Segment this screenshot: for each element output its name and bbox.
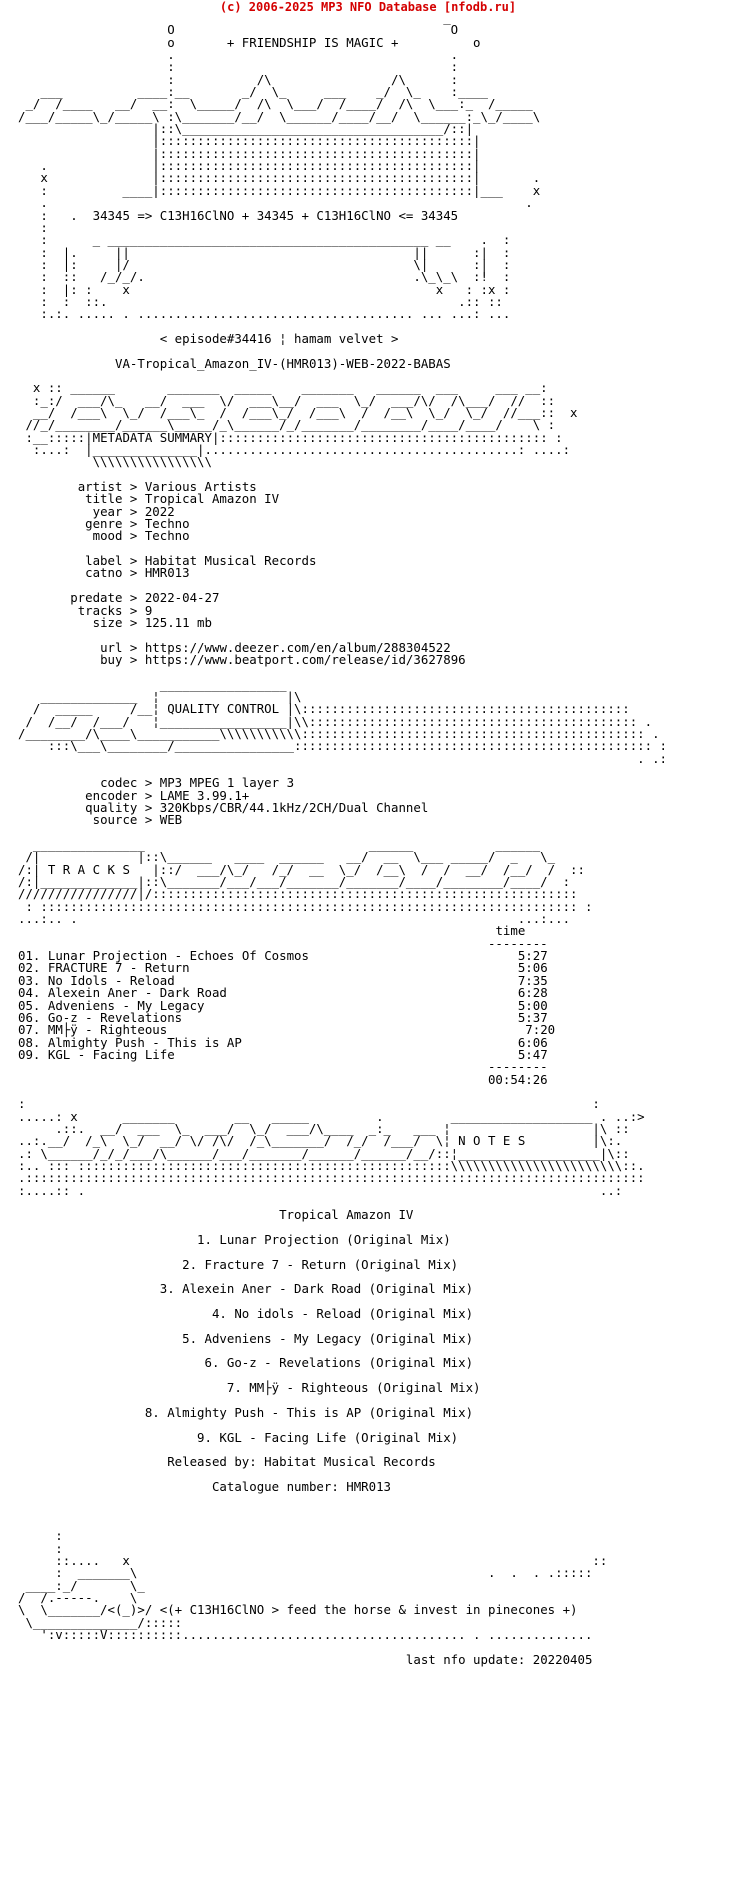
source-label: source > bbox=[92, 812, 153, 828]
notes-line-3: 2. Fracture 7 - Return (Original Mix) bbox=[182, 1256, 459, 1272]
track-time: 5:37 bbox=[517, 1009, 548, 1025]
notes-line-9: 8. Almighty Push - This is AP (Original Mix) bbox=[144, 1404, 474, 1420]
track-time: 5:06 bbox=[517, 960, 548, 976]
track-name: Almighty Push - This is AP bbox=[47, 1034, 242, 1050]
notes-line-2: 1. Lunar Projection (Original Mix) bbox=[197, 1232, 451, 1248]
ascii-art-tracks: _______________ ______ ______ /| |::\______ ____ ______ __/ __ \___ _____/ _ \_ /:| bbox=[18, 837, 556, 877]
title-label: title > bbox=[85, 491, 138, 507]
tracks-value: 9 bbox=[144, 602, 153, 618]
genre-value: Techno bbox=[144, 516, 190, 532]
quality-value: 320Kbps/CBR/44.1kHz/2CH/Dual Channel bbox=[159, 800, 429, 815]
nfodb-header: (c) 2006-2025 MP3 NFO Database [nfodb.ru] bbox=[219, 0, 517, 14]
notes-line-8: 7. MM├ÿ - Righteous (Original Mix) bbox=[226, 1380, 481, 1396]
track-time: 7:20 bbox=[525, 1022, 556, 1038]
track-row-7: 07. MM├ÿ - Righteous 7:20 bbox=[18, 1022, 556, 1038]
ascii-art-top-b: o . . : : : /\ /\ : ___ ____:__ _/ \_ ___ _/ \_ :____ _/ /____ __/ __: \_____/ /\ \___/ /____/ /\ \___:_ /_____ /___/_____\_/_____\ :\_______/__/ \______/____/__/ \______:_\_/____\ |::\___________________________________/::| |::::::::::::::::::::::::::::::::::::::::::| |::::::::::::::::::::::::::::::::::::::::::| . |::::::::::::::::::::::::::::::::::::::::::| x |::::::::::::::::::::::::::::::::::::::::::| . : ____|::::::::::::::::::::::::::::::::::::::::::|___ x . . : . bbox=[18, 34, 541, 223]
buy-label: buy > bbox=[100, 651, 138, 667]
artist-value: Various Artists bbox=[144, 479, 257, 495]
track-row-4: 04. Alexein Aner - Dark Road 6:28 bbox=[18, 985, 548, 1001]
track-row-3: 03. No Idols - Reload 7:35 bbox=[18, 972, 548, 988]
predate-label: predate > bbox=[70, 590, 138, 606]
quality-section-label: QUALITY CONTROL bbox=[167, 701, 280, 717]
track-time: 5:00 bbox=[517, 997, 548, 1013]
footer-motto: <(+ C13H16ClNO > feed the horse & invest in pinecones +) bbox=[159, 1602, 578, 1618]
ascii-art-metadata: x :: ______ _______ _____ _______ ______ ___ ___ __: :_:/ ___/\_ __/ ___ \/ ___\__/ ___ \_/ ___/\/ /\___/ // :: __/ /___\ \_/ /___\_ / /___\_/ /___\ / /__\ \_/ \_/ //___:: x //_/________/______\_____/_\______/_/_______/________/____/____/ \ : :__:::::| bbox=[25, 380, 578, 445]
release-indent bbox=[18, 356, 115, 371]
track-row-6: 06. Go-z - Revelations 5:37 bbox=[18, 1009, 548, 1025]
total-time: 00:54:26 bbox=[487, 1071, 548, 1087]
track-name: Go-z - Revelations bbox=[47, 1009, 183, 1025]
encoder-label: encoder > bbox=[85, 787, 153, 803]
track-row-2: 02. FRACTURE 7 - Return 5:06 bbox=[18, 960, 548, 976]
track-name: Lunar Projection - Echoes Of Cosmos bbox=[47, 948, 309, 964]
codec-label: codec > bbox=[100, 775, 153, 791]
notes-line-6: 5. Adveniens - My Legacy (Original Mix) bbox=[182, 1330, 474, 1346]
track-name: No Idols - Reload bbox=[47, 972, 175, 988]
buy-link[interactable]: https://www.beatport.com/release/id/3627896 bbox=[144, 651, 466, 667]
artist-label: artist > bbox=[77, 479, 138, 495]
ascii-art-footer-b: \______________/::::: ':v:::::V::::::::::...................................... . .............. bbox=[25, 1614, 593, 1643]
track-time: 6:28 bbox=[517, 985, 548, 1001]
time-underline: -------- bbox=[18, 935, 548, 951]
year-label: year > bbox=[92, 503, 138, 519]
track-time: 5:47 bbox=[517, 1046, 548, 1062]
size-label: size > bbox=[92, 614, 138, 630]
tracks-section-label: T R A C K S bbox=[47, 861, 130, 877]
catno-label: catno > bbox=[85, 565, 138, 581]
notes-line-12: Catalogue number: HMR013 bbox=[211, 1478, 392, 1494]
catno-value: HMR013 bbox=[144, 565, 190, 581]
total-underline: -------- bbox=[18, 1059, 548, 1075]
track-name: FRACTURE 7 - Return bbox=[47, 960, 190, 976]
notes-line-4: 3. Alexein Aner - Dark Road (Original Mix) bbox=[159, 1281, 474, 1297]
size-value: 125.11 mb bbox=[144, 614, 212, 630]
release-name: VA-Tropical_Amazon_IV-(HMR013)-WEB-2022-BABAS bbox=[114, 355, 451, 371]
notes-line-1: Tropical Amazon IV bbox=[279, 1207, 414, 1223]
time-column-header: time bbox=[495, 923, 526, 939]
notes-line-11: Released by: Habitat Musical Records bbox=[167, 1454, 436, 1470]
mood-label: mood > bbox=[92, 528, 138, 544]
label-label: label > bbox=[85, 553, 138, 569]
track-row-9: 09. KGL - Facing Life 5:47 bbox=[18, 1046, 548, 1062]
ascii-art-tracks-b: |::/ ___/\_/ /_/ __ \_/ /__\ / / __/ /__/ / :: /:|_____________|::\_______/___/___/_______/_______/____/________/____/ : ////////////////|/::::::::::::::::::::::::::::::::::::::::::::::::::::::::: : :::::::::::::::::::::::::::::::::::::::::::::::::::::::::::::::::::::::: : ...:.. . ...:... bbox=[18, 861, 593, 927]
banner-equation: 34345 => C13H16ClNO + 34345 + C13H16ClNO <= 34345 bbox=[92, 207, 459, 223]
ascii-art-quality-b: |\:::::::::::::::::::::::::::::::::::::::::::: / /__/ /___/ ¦_________________|\\:::::::::::::::::::::::::::::::::::::::::::: . /________/\____\___________\\\\\\\\\\\:::::::::::::::::::::::::::::::::::::::::::::: . :::\___\________/________________:::::::::::::::::::::::::::::::::::::::::::::::: : . .: bbox=[18, 701, 668, 766]
ascii-art-notes: : : .....: x _______ __ _____ . ___________________ . ..:> .::. __/ ___ \_ ___/ \_/ ___/\____ _:_ ___ ¦ |\ :: ..:.__/ /_\ \_/ __/ \/ /\/ /_\_______/ /_/ /___/ \¦ bbox=[18, 1096, 645, 1149]
mood-value: Techno bbox=[144, 528, 190, 544]
nfo-document bbox=[18, 12, 667, 1666]
ascii-art-metadata-b: |:::::::::::::::::::::::::::::::::::::::::::: : :...: |______________|..........................................: ....: \\\\\\\\\\\\\\\\ bbox=[32, 429, 571, 470]
track-name: Alexein Aner - Dark Road bbox=[47, 985, 227, 1001]
quality-label: quality > bbox=[85, 800, 153, 815]
tracks-label: tracks > bbox=[77, 602, 138, 618]
ascii-art-quality: _________________ _____________ ¦ |\ / _____ /__¦ bbox=[32, 676, 302, 717]
notes-line-5: 4. No idols - Reload (Original Mix) bbox=[211, 1306, 474, 1322]
episode-line: < episode#34416 ¦ hamam velvet > bbox=[159, 330, 399, 346]
year-value: 2022 bbox=[144, 503, 175, 519]
url-label: url > bbox=[100, 639, 138, 655]
ascii-art-mid: : : _ ___________________________________________ __ . : : |. || || :| : : |: |/ \| :| : : :: /_/_/. .\_\_\ :! : : |: : x x : :x : : : ::. .:: :: :.:. ..... . ..................................... ... ...: ... bbox=[40, 219, 511, 322]
track-row-8: 08. Almighty Push - This is AP 6:06 bbox=[18, 1034, 548, 1050]
track-name: Adveniens - My Legacy bbox=[47, 997, 205, 1013]
track-time: 7:35 bbox=[517, 972, 548, 988]
track-name: MM├ÿ - Righteous bbox=[47, 1022, 168, 1038]
track-time: 6:06 bbox=[517, 1034, 548, 1050]
url-link[interactable]: https://www.deezer.com/en/album/288304522 bbox=[144, 639, 451, 655]
track-row-5: 05. Adveniens - My Legacy 5:00 bbox=[18, 997, 548, 1013]
encoder-value: LAME 3.99.1+ bbox=[159, 787, 250, 803]
last-update: last nfo update: 20220405 bbox=[405, 1651, 593, 1667]
codec-value: MP3 MPEG 1 layer 3 bbox=[159, 775, 295, 791]
notes-section-label: N O T E S bbox=[458, 1133, 526, 1149]
notes-line-7: 6. Go-z - Revelations (Original Mix) bbox=[204, 1355, 474, 1371]
label-value: Habitat Musical Records bbox=[144, 553, 317, 569]
episode-indent bbox=[18, 331, 160, 346]
source-value: WEB bbox=[159, 812, 183, 828]
title-value: Tropical Amazon IV bbox=[144, 491, 280, 507]
track-time: 5:27 bbox=[517, 948, 548, 964]
banner-tagline: + FRIENDSHIP IS MAGIC + bbox=[226, 34, 399, 50]
track-row-1: 01. Lunar Projection - Echoes Of Cosmos 5:27 bbox=[18, 948, 548, 964]
ascii-art-notes-b: |\:. .: \______/_/_/___/\______/___/_______/______/______/__/::¦___________________|\:: :.. ::: ::::::::::::::::::::::::::::::::::::::::::::::::::\\\\\\\\\\\\\\\\\\\\\\\::. .::::::::::::::::::::::::::::::::::::::::::::::::::::::::::::::::::::::::::::::::::: :....:: . ..: bbox=[18, 1133, 645, 1198]
ascii-art-footer: : : ::.... x :: : _______\ . . . .::::: ____:_/ \_ / /.-----. \ \ \_______/<(_)>/ bbox=[18, 1528, 608, 1618]
genre-label: genre > bbox=[85, 516, 138, 532]
metadata-section-label: METADATA SUMMARY bbox=[92, 429, 212, 445]
predate-value: 2022-04-27 bbox=[144, 590, 220, 606]
notes-line-10: 9. KGL - Facing Life (Original Mix) bbox=[197, 1429, 459, 1445]
track-name: KGL - Facing Life bbox=[47, 1046, 175, 1062]
ascii-art-top: _ O O o bbox=[167, 10, 459, 50]
